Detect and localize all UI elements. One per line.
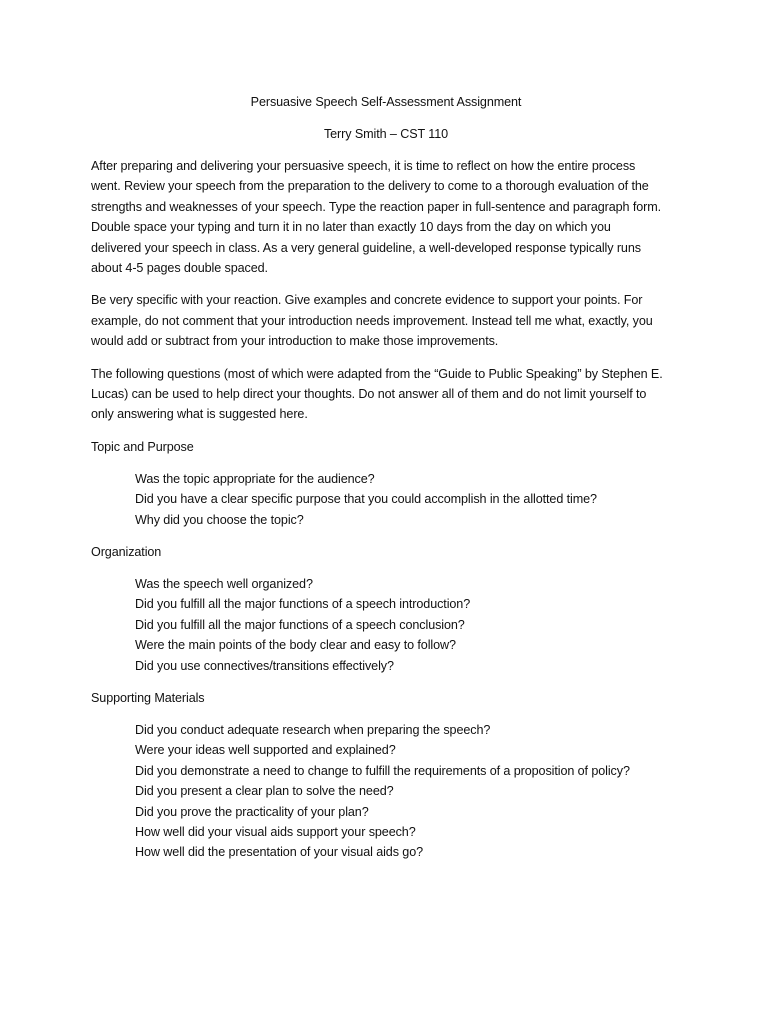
paragraph-line: After preparing and delivering your persuasive speech, it is time to reflect on how the entire process: [91, 159, 636, 173]
question-item: Did you use connectives/transitions effectively?: [135, 658, 394, 673]
question-item: Did you demonstrate a need to change to fulfill the requirements of a proposition of policy?: [135, 763, 630, 778]
intro-paragraph: [91, 156, 691, 278]
document-body: [91, 92, 691, 863]
section-heading-supporting-materials: Supporting Materials: [91, 691, 205, 705]
question-item: Did you prove the practicality of your plan?: [135, 804, 369, 819]
document-subtitle: Terry Smith – CST 110: [323, 127, 449, 141]
section-heading-topic-and-purpose: Topic and Purpose: [91, 439, 194, 454]
question-list-organization: [91, 574, 691, 676]
paragraph-line: Double space your typing and turn it in no later than exactly 10 days from the day on which you: [91, 220, 611, 235]
question-item: Was the speech well organized?: [135, 577, 313, 592]
question-item: Did you fulfill all the major functions of a speech conclusion?: [135, 617, 465, 632]
question-item: Were your ideas well supported and explained?: [135, 743, 396, 758]
question-item: Was the topic appropriate for the audience?: [135, 471, 375, 486]
question-list-topic-and-purpose: [91, 469, 691, 530]
paragraph-line: Lucas) can be used to help direct your thoughts. Do not answer all of them and do not limit yourself to: [91, 387, 647, 402]
paragraph-line: Be very specific with your reaction. Give examples and concrete evidence to support your points. For: [91, 293, 643, 308]
question-list-supporting-materials: [91, 720, 691, 863]
question-item: How well did your visual aids support your speech?: [135, 824, 416, 839]
questions-intro-paragraph: [91, 364, 691, 425]
paragraph-line: only answering what is suggested here.: [91, 407, 308, 422]
question-item: Were the main points of the body clear and easy to follow?: [135, 638, 456, 653]
specificity-paragraph: [91, 290, 691, 351]
paragraph-line: strengths and weaknesses of your speech. Type the reaction paper in full-sentence and paragraph form.: [91, 199, 662, 214]
question-item: Did you present a clear plan to solve the need?: [135, 784, 394, 799]
paragraph-line: about 4-5 pages double spaced.: [91, 261, 268, 276]
question-item: How well did the presentation of your visual aids go?: [135, 845, 424, 860]
document-title: Persuasive Speech Self-Assessment Assignment: [250, 95, 522, 109]
paragraph-line: The following questions (most of which were adapted from the “Guide to Public Speaking” by Stephen E.: [91, 366, 663, 381]
paragraph-line: would add or subtract from your introduction to make those improvements.: [91, 334, 499, 349]
paragraph-line: example, do not comment that your introduction needs improvement. Instead tell me what, exactly, you: [91, 313, 653, 328]
question-item: Did you have a clear specific purpose that you could accomplish in the allotted time?: [135, 492, 597, 507]
section-heading-organization: Organization: [91, 545, 162, 560]
paragraph-line: delivered your speech in class. As a very general guideline, a well-developed response typically runs: [91, 240, 641, 255]
question-item: Did you conduct adequate research when preparing the speech?: [135, 723, 491, 737]
question-item: Did you fulfill all the major functions of a speech introduction?: [135, 597, 471, 612]
paragraph-line: went. Review your speech from the preparation to the delivery to come to a thorough evaluation of the: [91, 179, 649, 194]
question-item: Why did you choose the topic?: [135, 512, 304, 527]
